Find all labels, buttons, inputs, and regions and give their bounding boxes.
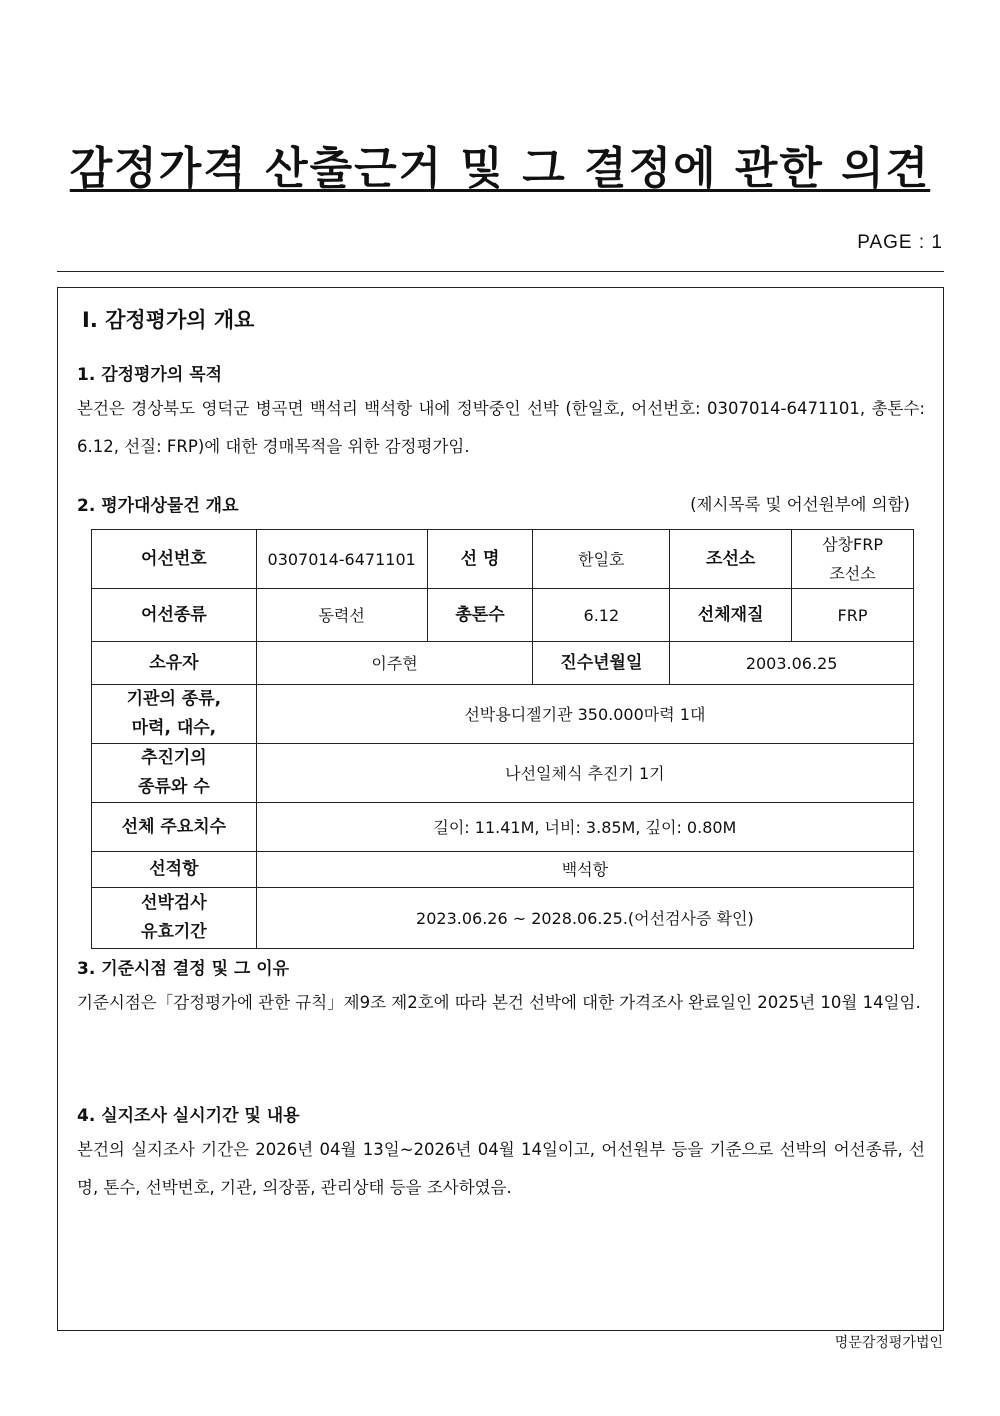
table-row — [92, 803, 914, 852]
base-date-text: 기준시점은「감정평가에 관한 규칙」제9조 제2호에 따라 본건 선박에 대한 가격조사 완료일인 2025년 10월 14일임. — [77, 993, 921, 1012]
port-value: 백석항 — [256, 852, 913, 888]
overview-note: (제시목록 및 어선원부에 의함) — [690, 495, 910, 514]
table-row — [92, 888, 914, 949]
survey-heading: 4. 실지조사 실시기간 및 내용 — [77, 1106, 300, 1126]
survey-text: 본건의 실지조사 기간은 2026년 04월 13일~2026년 04월 14일이고, 어선원부 등을 기준으로 선박의 어선종류, 선명, 톤수, 선박번호, 기관, 의장품, 관리상태 등을 조사하였음. — [77, 1140, 925, 1197]
inspection-value: 2023.06.26 ~ 2028.06.25.(어선검사증 확인) — [256, 888, 913, 949]
port-label: 선적항 — [92, 852, 257, 888]
table-row — [92, 530, 914, 589]
ship-name-label: 선 명 — [427, 530, 533, 589]
owner-value: 이주현 — [256, 642, 533, 685]
hull-label: 선체재질 — [670, 589, 792, 642]
shipyard-line-2: 조선소 — [829, 564, 876, 583]
table-row — [92, 744, 914, 803]
propeller-label — [92, 744, 257, 803]
type-label: 어선종류 — [92, 589, 257, 642]
table-row — [92, 852, 914, 888]
shipyard-label: 조선소 — [670, 530, 792, 589]
launch-value: 2003.06.25 — [670, 642, 914, 685]
tonnage-label: 총톤수 — [427, 589, 533, 642]
dims-label: 선체 주요치수 — [92, 803, 257, 852]
section-heading: Ⅰ. 감정평가의 개요 — [82, 308, 255, 332]
purpose-heading: 1. 감정평가의 목적 — [77, 365, 223, 385]
shipyard-value — [792, 530, 914, 589]
inspection-label — [92, 888, 257, 949]
engine-label-line-2: 마력, 대수, — [131, 718, 217, 738]
fishing-no-label: 어선번호 — [92, 530, 257, 589]
propeller-value: 나선일체식 추진기 1기 — [256, 744, 913, 803]
engine-value: 선박용디젤기관 350.000마력 1대 — [256, 685, 913, 744]
tonnage-value: 6.12 — [533, 589, 670, 642]
table-row — [92, 589, 914, 642]
ship-name-value: 한일호 — [533, 530, 670, 589]
propeller-label-line-2: 종류와 수 — [138, 777, 210, 797]
table-row — [92, 685, 914, 744]
inspection-label-line-1: 선박검사 — [141, 893, 207, 913]
page-number: PAGE : 1 — [857, 232, 943, 253]
owner-label: 소유자 — [92, 642, 257, 685]
content-box — [57, 287, 944, 1331]
inspection-label-line-2: 유효기간 — [141, 922, 207, 942]
launch-label: 진수년월일 — [533, 642, 670, 685]
engine-label — [92, 685, 257, 744]
header-divider — [57, 271, 944, 272]
engine-label-line-1: 기관의 종류, — [126, 689, 222, 709]
document-title: 감정가격 산출근거 및 그 결정에 관한 의견 — [69, 143, 931, 194]
type-value: 동력선 — [256, 589, 427, 642]
overview-heading: 2. 평가대상물건 개요 — [77, 496, 239, 516]
propeller-label-line-1: 추진기의 — [141, 748, 207, 768]
base-date-heading: 3. 기준시점 결정 및 그 이유 — [77, 959, 290, 979]
dims-value: 길이: 11.41M, 너비: 3.85M, 깊이: 0.80M — [256, 803, 913, 852]
purpose-text: 본건은 경상북도 영덕군 병곡면 백석리 백석항 내에 정박중인 선박 (한일호, 어선번호: 0307014-6471101, 총톤수: 6.12, 선질: FRP)에 대한 경매목적을 위한 감정평가임. — [77, 399, 925, 456]
table-row — [92, 642, 914, 685]
fishing-no-value: 0307014-6471101 — [256, 530, 427, 589]
hull-value: FRP — [792, 589, 914, 642]
shipyard-line-1: 삼창FRP — [822, 535, 883, 554]
vessel-info-table — [91, 529, 914, 949]
firm-name: 명문감정평가법인 — [834, 1335, 943, 1351]
